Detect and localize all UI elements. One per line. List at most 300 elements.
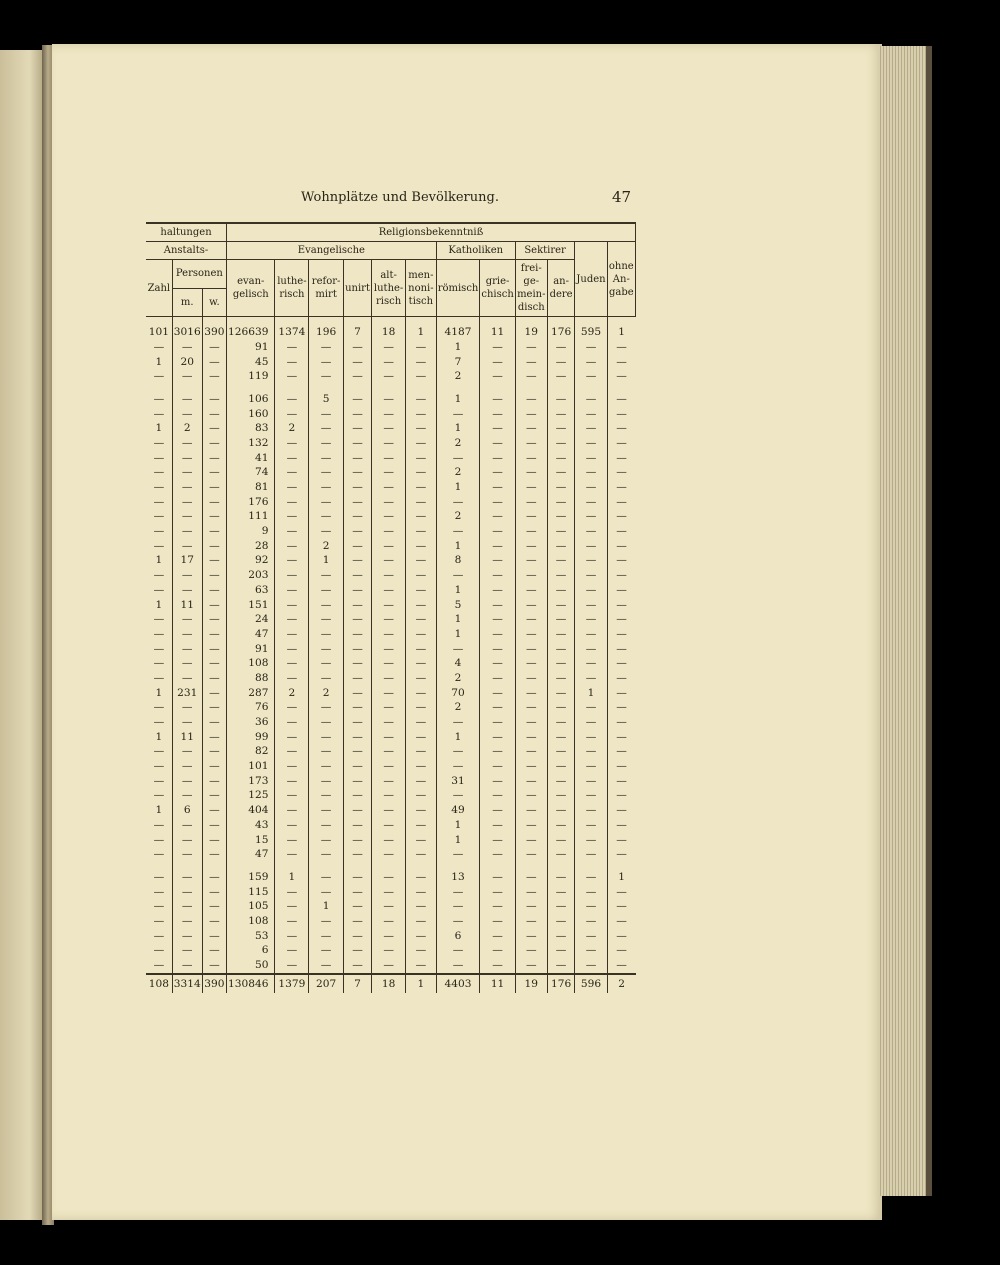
table-cell: — [515,803,547,818]
table-cell: — [275,656,309,671]
table-cell: — [172,818,202,833]
table-cell: — [372,539,406,554]
table-cell: — [372,943,406,958]
table-cell: — [343,914,371,929]
table-cell: 1 [436,583,480,598]
table-cell-empty [172,384,202,392]
table-cell: — [547,465,575,480]
table-cell: — [547,509,575,524]
table-cell: 151 [227,597,275,612]
table-cell: — [343,700,371,715]
table-cell: — [607,847,635,862]
table-cell: 1 [436,539,480,554]
table-cell: — [172,870,202,885]
table-cell: — [202,774,226,789]
table-cell: — [309,788,344,803]
table-cell-empty [172,862,202,870]
table-cell: — [575,744,607,759]
table-cell: — [575,803,607,818]
table-cell: — [575,884,607,899]
table-cell: — [515,847,547,862]
table-cell: — [372,700,406,715]
table-cell: — [275,943,309,958]
header-mennonitisch: men-noni-tisch [406,260,437,317]
table-cell: — [172,847,202,862]
table-cell: — [515,656,547,671]
table-cell: 1 [436,730,480,745]
table-cell: — [275,914,309,929]
table-cell-empty [202,862,226,870]
table-cell: — [607,509,635,524]
table-cell: — [153,481,165,494]
table-cell: — [480,583,515,598]
table-cell: — [153,583,165,596]
table-cell: — [202,759,226,774]
table-cell-empty [275,384,309,392]
table-cell: — [309,656,344,671]
table-cell: 91 [227,340,275,355]
table-cell: — [309,671,344,686]
table-cell: — [480,686,515,701]
table-cell: — [515,340,547,355]
table-cell-empty [146,384,172,392]
table-cell: — [436,451,480,466]
table-cell: 63 [227,583,275,598]
table-cell: — [480,818,515,833]
table-cell: — [480,421,515,436]
table-cell: — [480,539,515,554]
table-cell: — [607,340,635,355]
table-cell-empty [607,862,635,870]
table-cell: — [172,884,202,899]
table-cell: — [372,774,406,789]
table-cell: — [547,568,575,583]
table-cell: — [153,370,165,383]
table-row [146,436,636,451]
header-ohne-angabe: ohne An-gabe [607,242,635,317]
table-cell: — [547,421,575,436]
table-row [146,568,636,583]
table-cell: — [275,340,309,355]
table-cell: — [372,803,406,818]
table-cell: — [436,568,480,583]
table-cell: — [172,832,202,847]
table-cell: — [575,818,607,833]
table-cell: — [172,392,202,407]
table-cell: — [153,833,165,846]
table-cell: — [547,774,575,789]
table-cell: — [515,406,547,421]
table-cell: 173 [227,774,275,789]
table-row [146,914,636,929]
table-cell: — [153,539,165,552]
table-row [146,774,636,789]
table-cell: — [275,509,309,524]
table-cell: — [343,803,371,818]
table-cell: — [547,671,575,686]
table-cell: — [406,686,437,701]
table-cell: — [515,700,547,715]
table-cell: — [515,354,547,369]
table-cell: — [372,870,406,885]
total-cell: 130846 [227,974,275,993]
table-cell: 1 [607,317,635,340]
table-row [146,958,636,974]
table-cell: — [480,612,515,627]
table-cell: — [575,354,607,369]
table-cell: — [547,553,575,568]
table-cell: — [607,803,635,818]
table-cell: — [575,465,607,480]
table-cell: — [153,745,165,758]
table-cell: — [607,597,635,612]
header-altlutherisch: alt-luthe-risch [372,260,406,317]
table-cell: — [547,612,575,627]
table-cell: — [406,421,437,436]
table-cell: — [547,524,575,539]
table-row [146,641,636,656]
table-cell: 1 [155,422,163,435]
table-cell: 28 [227,539,275,554]
table-cell: 76 [227,700,275,715]
table-cell: — [372,340,406,355]
table-cell: — [515,597,547,612]
table-cell: — [575,730,607,745]
table-cell: — [547,686,575,701]
table-cell-empty [343,862,371,870]
header-freigemeindisch: frei-ge-mein-disch [515,260,547,317]
table-cell: — [343,730,371,745]
table-cell: — [343,612,371,627]
table-cell: — [607,627,635,642]
table-cell: — [607,929,635,944]
table-cell: — [343,465,371,480]
table-cell: 74 [227,465,275,480]
table-cell-empty [309,384,344,392]
table-cell: — [202,914,226,929]
table-cell: — [406,803,437,818]
page-number: 47 [612,188,632,206]
table-row [146,421,636,436]
table-cell: — [153,436,165,449]
table-cell: — [515,774,547,789]
table-row [146,539,636,554]
table-cell: — [172,369,202,384]
table-row [146,392,636,407]
total-cell: 19 [515,974,547,993]
table-cell: — [547,929,575,944]
table-cell: 101 [227,759,275,774]
table-cell: — [547,870,575,885]
table-cell: — [172,641,202,656]
table-cell: — [153,959,165,972]
table-cell: — [607,818,635,833]
table-cell: — [309,451,344,466]
total-cell: 108 [146,974,172,993]
table-cell: — [372,495,406,510]
total-cell: 4403 [436,974,480,993]
table-cell: — [275,436,309,451]
table-cell: — [309,597,344,612]
table-cell: — [515,480,547,495]
table-cell: 1 [436,818,480,833]
table-cell: — [372,612,406,627]
table-cell: — [372,436,406,451]
table-cell: — [153,525,165,538]
table-cell: — [575,774,607,789]
header-evangelisch: evan-gelisch [227,260,275,317]
table-cell-empty [275,862,309,870]
table-cell: — [343,847,371,862]
table-cell: — [372,568,406,583]
table-cell: — [275,774,309,789]
table-cell: — [309,641,344,656]
table-cell: — [309,421,344,436]
table-cell: — [343,509,371,524]
header-evangelische: Evangelische [227,242,437,260]
table-cell: — [515,627,547,642]
table-cell: — [275,597,309,612]
table-cell: — [372,929,406,944]
left-page-edge [0,50,42,1220]
table-cell: — [275,406,309,421]
table-cell-empty [575,384,607,392]
total-cell: 1379 [275,974,309,993]
table-cell: — [547,597,575,612]
table-cell: — [480,914,515,929]
table-cell: — [406,899,437,914]
table-cell: — [575,759,607,774]
table-cell: — [406,539,437,554]
table-cell: — [153,451,165,464]
table-cell: — [372,818,406,833]
header-unirt: unirt [343,260,371,317]
table-cell: — [372,369,406,384]
total-cell: 18 [372,974,406,993]
table-cell: — [607,524,635,539]
table-cell: — [406,715,437,730]
table-cell: 70 [436,686,480,701]
table-cell: — [343,788,371,803]
table-cell: — [436,715,480,730]
table-row [146,744,636,759]
table-cell: — [575,340,607,355]
table-cell: — [436,958,480,974]
table-cell: — [480,803,515,818]
table-cell: 231 [172,686,202,701]
table-cell: — [480,480,515,495]
table-cell: — [172,943,202,958]
page-stack-edge [878,46,932,1196]
table-cell: — [202,509,226,524]
table-cell: — [515,958,547,974]
total-cell: 176 [547,974,575,993]
table-cell: — [343,870,371,885]
table-cell: — [275,730,309,745]
table-cell: — [309,354,344,369]
table-cell: — [607,899,635,914]
table-cell: — [372,641,406,656]
table-cell: — [515,914,547,929]
table-cell: — [547,583,575,598]
total-cell: 390 [202,974,226,993]
table-cell: — [547,943,575,958]
table-cell: — [607,884,635,899]
table-cell-empty [547,384,575,392]
table-row [146,847,636,862]
table-cell: — [309,818,344,833]
table-cell: 404 [227,803,275,818]
table-row [146,788,636,803]
header-sektirer: Sektirer [515,242,575,260]
table-cell: — [343,715,371,730]
table-row [146,870,636,885]
table-cell: — [202,884,226,899]
table-cell: 115 [227,884,275,899]
table-row [146,803,636,818]
table-cell: — [607,914,635,929]
table-cell: — [575,583,607,598]
total-cell: 11 [480,974,515,993]
running-head: Wohnplätze und Bevölkerung. [301,190,499,205]
table-cell: 159 [227,870,275,885]
table-cell-empty [575,862,607,870]
table-cell: — [547,759,575,774]
table-cell: — [607,553,635,568]
table-cell: — [309,583,344,598]
total-cell: 3314 [172,974,202,993]
table-cell: — [436,641,480,656]
table-cell: — [343,656,371,671]
table-cell: — [607,958,635,974]
table-cell: 20 [172,354,202,369]
table-cell: 2 [172,421,202,436]
table-cell: 287 [227,686,275,701]
header-religion: Religionsbekenntniß [227,223,636,242]
table-cell: — [309,700,344,715]
table-cell: — [547,958,575,974]
table-cell: — [153,885,165,898]
table-row [146,929,636,944]
table-cell: — [309,870,344,885]
table-cell: 1 [607,870,635,885]
table-cell: — [343,539,371,554]
total-cell: 207 [309,974,344,993]
table-cell: — [436,495,480,510]
table-cell: — [547,480,575,495]
table-cell: — [343,641,371,656]
table-cell: 99 [227,730,275,745]
table-cell: — [275,788,309,803]
table-cell: — [480,597,515,612]
table-cell: — [480,715,515,730]
table-cell: — [153,760,165,773]
table-cell: — [275,568,309,583]
header-juden: Juden [575,242,607,317]
table-cell: 6 [172,803,202,818]
table-cell-empty [515,862,547,870]
table-cell: — [480,832,515,847]
table-row [146,495,636,510]
table-cell: 1 [155,730,163,743]
table-cell: 24 [227,612,275,627]
table-cell: — [575,451,607,466]
table-cell: 2 [436,436,480,451]
table-cell: — [343,899,371,914]
table-cell: — [202,870,226,885]
table-cell: — [309,612,344,627]
table-cell: — [309,929,344,944]
table-cell: — [372,509,406,524]
table-cell: — [153,701,165,714]
table-cell-empty [607,384,635,392]
table-cell: — [309,495,344,510]
table-cell: — [547,715,575,730]
table-cell: — [309,943,344,958]
table-cell: — [343,832,371,847]
table-cell: — [515,451,547,466]
table-cell: — [575,943,607,958]
table-cell: — [607,671,635,686]
table-cell: — [372,627,406,642]
table-cell: 2 [436,671,480,686]
table-cell: — [480,847,515,862]
table-cell: — [406,568,437,583]
table-cell: — [202,715,226,730]
table-cell: — [153,671,165,684]
table-cell: — [309,568,344,583]
table-cell: — [480,774,515,789]
table-cell: — [275,369,309,384]
table-cell: — [436,744,480,759]
table-cell: — [153,642,165,655]
table-cell: 1 [436,612,480,627]
table-cell: — [607,369,635,384]
table-cell: — [575,392,607,407]
table-cell: 119 [227,369,275,384]
table-cell: — [275,884,309,899]
table-cell: — [480,744,515,759]
header-lutherisch: luthe-risch [275,260,309,317]
table-cell: — [406,943,437,958]
table-cell: — [153,495,165,508]
table-cell: — [309,627,344,642]
table-row [146,480,636,495]
table-cell: 31 [436,774,480,789]
table-cell: — [607,715,635,730]
table-cell: 176 [227,495,275,510]
table-cell: — [575,788,607,803]
table-row [146,384,636,392]
table-cell: — [515,421,547,436]
table-cell: — [172,465,202,480]
table-cell: 36 [227,715,275,730]
table-cell: — [202,943,226,958]
table-row [146,899,636,914]
table-cell: — [309,759,344,774]
table-cell: 126639 [227,317,275,340]
table-cell: — [480,354,515,369]
table-cell: 5 [436,597,480,612]
table-cell: 91 [227,641,275,656]
table-cell: — [406,958,437,974]
table-cell: — [372,759,406,774]
table-cell: — [547,656,575,671]
table-cell: — [153,944,165,957]
table-cell: 106 [227,392,275,407]
table-cell: 6 [227,943,275,958]
table-cell: — [547,730,575,745]
